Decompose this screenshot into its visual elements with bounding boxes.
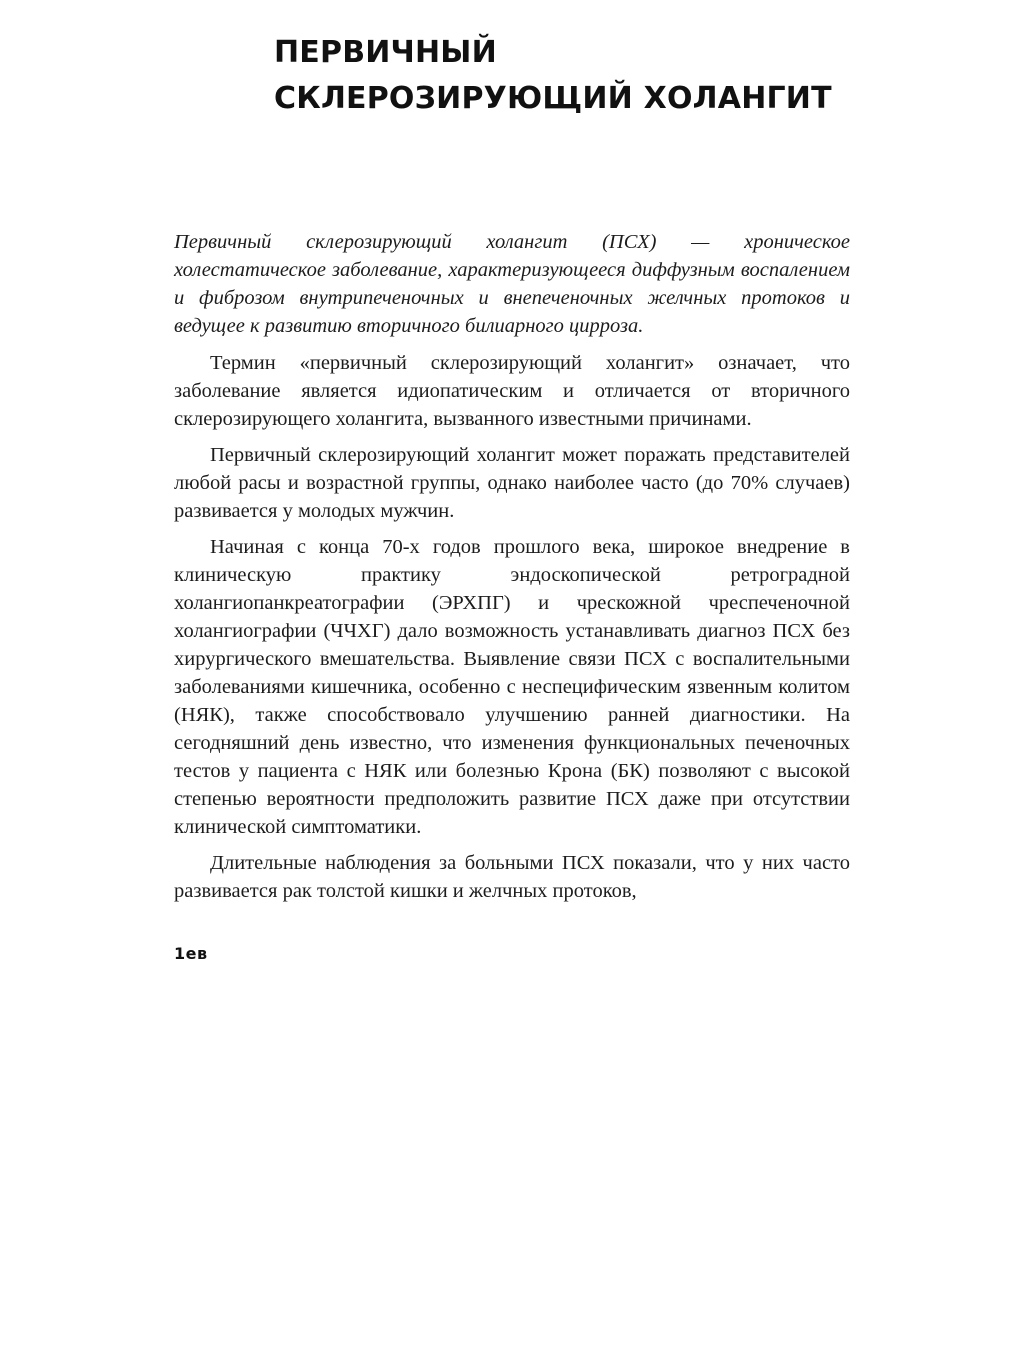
body-text [174,228,850,913]
definition-paragraph: Первичный склерозирующий холангит (ПСХ) — хроническое холестатическое заболевание, характеризующееся диффузным воспалением и фиброзом внутрипеченочных и внепеченочных желчных протоков и ведущее к развитию вторичного билиарного цирроза. [174,231,850,337]
paragraph-diagnostics: Начиная с конца 70-х годов прошлого века, широкое внедрение в клиническую практику эндоскопической ретроградной холангиопанкреатографии (ЭРХПГ) и чрескожной чреспеченочной холангиографии (ЧЧХГ) дало возможность устанавливать диагноз ПСХ без хирургического вмешательства. Выявление связи ПСХ с воспалительными заболеваниями кишечника, особенно с неспецифическим язвенным колитом (НЯК), также способствовало улучшению ранней диагностики. На сегодняшний день известно, что изменения функциональных печеночных тестов у пациента с НЯК или болезнью Крона (БК) позволяют с высокой степенью вероятности предположить развитие ПСХ даже при отсутствии клинической симптоматики. [174,536,850,838]
paragraph-term: Термин «первичный склерозирующий холангит» означает, что заболевание является идиопатическим и отличается от вторичного склерозирующего холангита, вызванного известными причинами. [174,352,850,430]
chapter-title-line-1: ПЕРВИЧНЫЙ [274,35,497,70]
paragraph-observations: Длительные наблюдения за больными ПСХ показали, что у них часто развивается рак толстой кишки и желчных протоков, [174,852,850,902]
page-number: 1ев [174,944,208,963]
chapter-title [274,30,832,122]
chapter-title-line-2: СКЛЕРОЗИРУЮЩИЙ ХОЛАНГИТ [274,81,832,116]
paragraph-epidemiology: Первичный склерозирующий холангит может поражать представителей любой расы и возрастной группы, однако наиболее часто (до 70% случаев) развивается у молодых мужчин. [174,444,850,522]
